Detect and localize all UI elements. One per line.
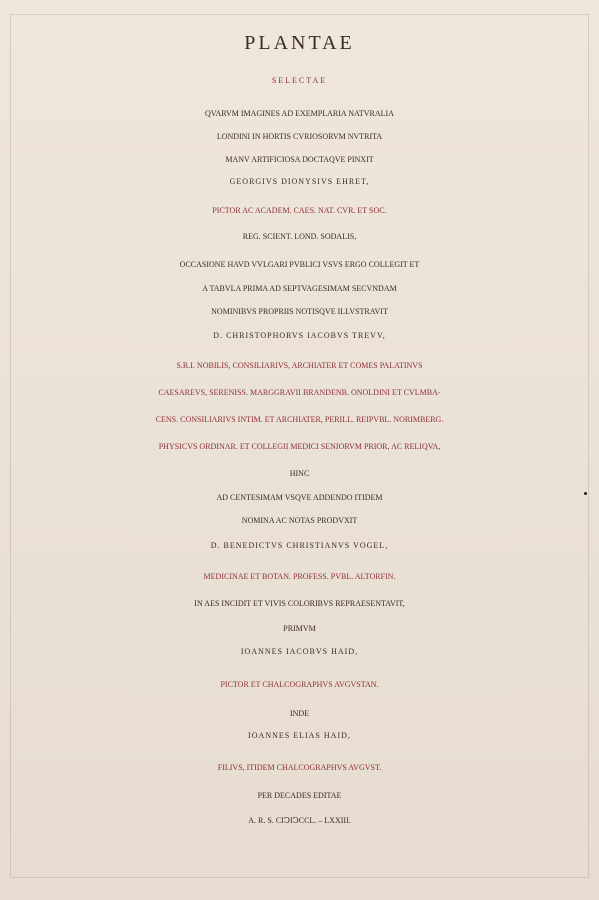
subtitle: SELECTAE bbox=[271, 76, 328, 85]
text-line: PRIMVM bbox=[283, 624, 316, 633]
text-line: IN AES INCIDIT ET VIVIS COLORIBVS REPRAESENTAVIT, bbox=[194, 599, 405, 608]
name-line: D. CHRISTOPHORVS IACOBVS TREVV, bbox=[213, 331, 386, 340]
text-line: HINC bbox=[289, 469, 310, 478]
text-line: S.R.I. NOBILIS, CONSILIARIVS, ARCHIATER ET COMES PALATINVS bbox=[176, 361, 423, 370]
name-line: IOANNES ELIAS HAID, bbox=[248, 731, 351, 740]
text-line: AD CENTESIMAM VSQVE ADDENDO ITIDEM bbox=[216, 493, 383, 502]
ink-speck bbox=[584, 492, 587, 495]
main-title: PLANTAE bbox=[244, 32, 355, 54]
text-line: OCCASIONE HAVD VVLGARI PVBLICI VSVS ERGO COLLEGIT ET bbox=[179, 260, 420, 269]
text-line: REG. SCIENT. LOND. SODALIS, bbox=[242, 232, 357, 241]
text-line: PICTOR ET CHALCOGRAPHVS AVGVSTAN. bbox=[220, 680, 379, 689]
text-line: PER DECADES EDITAE bbox=[257, 791, 342, 800]
text-line: QVARVM IMAGINES AD EXEMPLARIA NATVRALIA bbox=[205, 109, 394, 118]
text-line: INDE bbox=[289, 709, 310, 718]
text-line: PHYSICVS ORDINAR. ET COLLEGII MEDICI SENIORVM PRIOR, AC RELIQVA, bbox=[158, 442, 441, 451]
imprint-date: A. R. S. CIↃIↃCCL. – LXXIII. bbox=[248, 816, 351, 825]
name-line: D. BENEDICTVS CHRISTIANVS VOGEL, bbox=[210, 541, 389, 550]
text-line: CENS. CONSILIARIVS INTIM. ET ARCHIATER, PERILL. REIPVBL. NORIMBERG. bbox=[155, 415, 444, 424]
text-line: A TABVLA PRIMA AD SEPTVAGESIMAM SECVNDAM bbox=[202, 284, 397, 293]
name-line: GEORGIVS DIONYSIVS EHRET, bbox=[229, 177, 370, 186]
text-line: PICTOR AC ACADEM. CAES. NAT. CVR. ET SOC. bbox=[212, 206, 387, 215]
text-line: MEDICINAE ET BOTAN. PROFESS. PVBL. ALTORFIN. bbox=[203, 572, 396, 581]
text-line: MANV ARTIFICIOSA DOCTAQVE PINXIT bbox=[225, 155, 374, 164]
text-line: LONDINI IN HORTIS CVRIOSORVM NVTRITA bbox=[216, 132, 383, 141]
text-line: NOMINA AC NOTAS PRODVXIT bbox=[241, 516, 358, 525]
text-line: CAESAREVS, SERENISS. MARGGRAVII BRANDENB. ONOLDINI ET CVLMBA- bbox=[158, 388, 441, 397]
name-line: IOANNES IACOBVS HAID, bbox=[240, 647, 359, 656]
text-line: FILIVS, ITIDEM CHALCOGRAPHVS AVGVST. bbox=[217, 763, 382, 772]
text-line: NOMINIBVS PROPRIIS NOTISQVE ILLVSTRAVIT bbox=[211, 307, 388, 316]
